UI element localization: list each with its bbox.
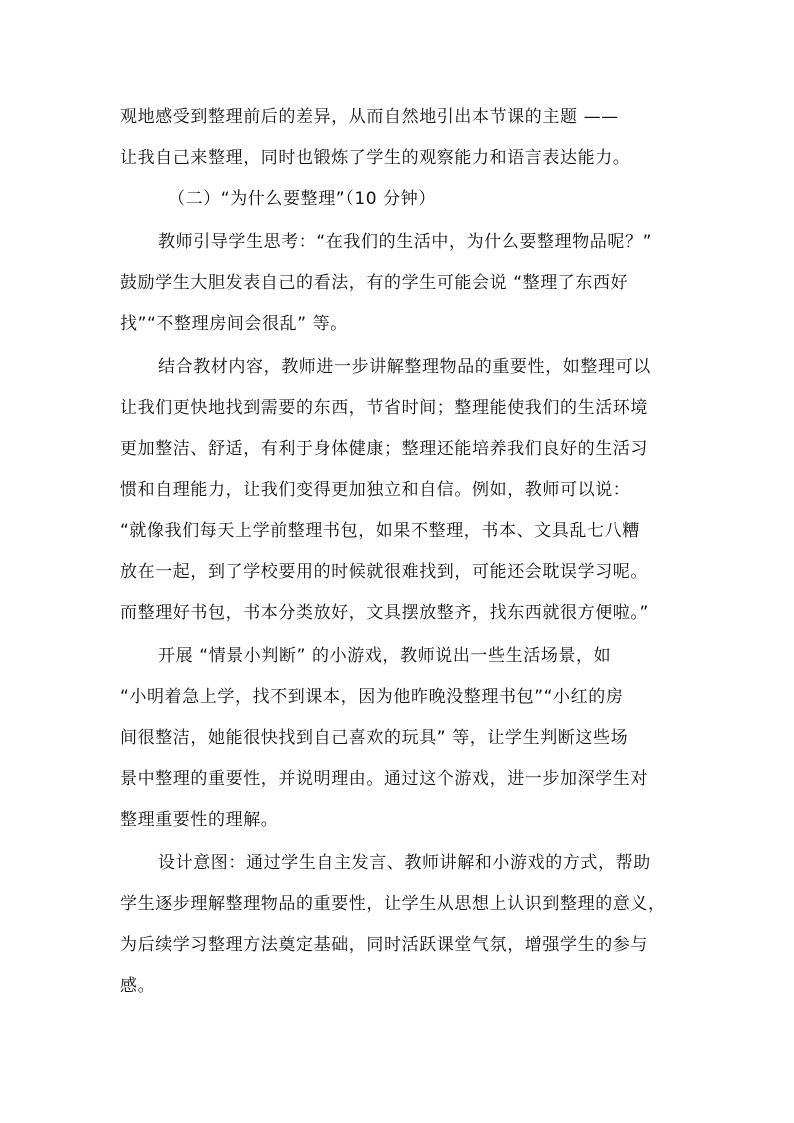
paragraph-3-line-7: 而整理好书包，书本分类放好，文具摆放整齐，找东西就很方便啦。” (120, 603, 649, 623)
paragraph-2-line-3: 找”“不整理房间会很乱” 等。 (120, 314, 348, 334)
paragraph-3-line-5: “就像我们每天上学前整理书包，如果不整理，书本、文具乱七八糟 (120, 521, 640, 541)
paragraph-1-line-1: 观地感受到整理前后的差异，从而自然地引出本节课的主题 —— (120, 107, 619, 127)
paragraph-3-line-1: 结合教材内容，教师进一步讲解整理物品的重要性，如整理可以 (158, 357, 651, 377)
paragraph-4-line-3: 间很整洁，她能很快找到自己喜欢的玩具” 等，让学生判断这些场 (120, 728, 629, 748)
paragraph-2-line-2: 鼓励学生大胆发表自己的看法，有的学生可能会说 “整理了东西好 (120, 273, 629, 293)
paragraph-4-line-5: 整理重要性的理解。 (120, 810, 279, 830)
paragraph-1-line-2: 让我自己来整理，同时也锻炼了学生的观察能力和语言表达能力。 (120, 148, 631, 168)
paragraph-5-line-4: 感。 (120, 976, 156, 996)
paragraph-3-line-3: 更加整洁、舒适，有利于身体健康；整理还能培养我们良好的生活习 (120, 439, 648, 459)
section-heading: （二）“为什么要整理”（10 分钟） (168, 189, 436, 209)
paragraph-5-line-1: 设计意图：通过学生自主发言、教师讲解和小游戏的方式，帮助 (158, 853, 651, 873)
paragraph-3-line-6: 放在一起，到了学校要用的时候就很难找到，可能还会耽误学习呢。 (120, 562, 648, 582)
paragraph-5-line-2: 学生逐步理解整理物品的重要性，让学生从思想上认识到整理的意义， (120, 894, 666, 914)
paragraph-3-line-2: 让我们更快地找到需要的东西，节省时间；整理能使我们的生活环境 (120, 398, 648, 418)
paragraph-4-line-2: “小明着急上学，找不到课本，因为他昨晚没整理书包”“小红的房 (120, 687, 624, 707)
paragraph-4-line-4: 景中整理的重要性，并说明理由。通过这个游戏，进一步加深学生对 (120, 769, 648, 789)
paragraph-4-line-1: 开展 “情景小判断” 的小游戏，教师说出一些生活场景，如 (158, 646, 612, 666)
paragraph-2-line-1: 教师引导学生思考：“在我们的生活中，为什么要整理物品呢？” (158, 232, 653, 252)
paragraph-5-line-3: 为后续学习整理方法奠定基础，同时活跃课堂气氛，增强学生的参与 (120, 935, 648, 955)
paragraph-3-line-4: 惯和自理能力，让我们变得更加独立和自信。例如，教师可以说： (120, 480, 631, 500)
